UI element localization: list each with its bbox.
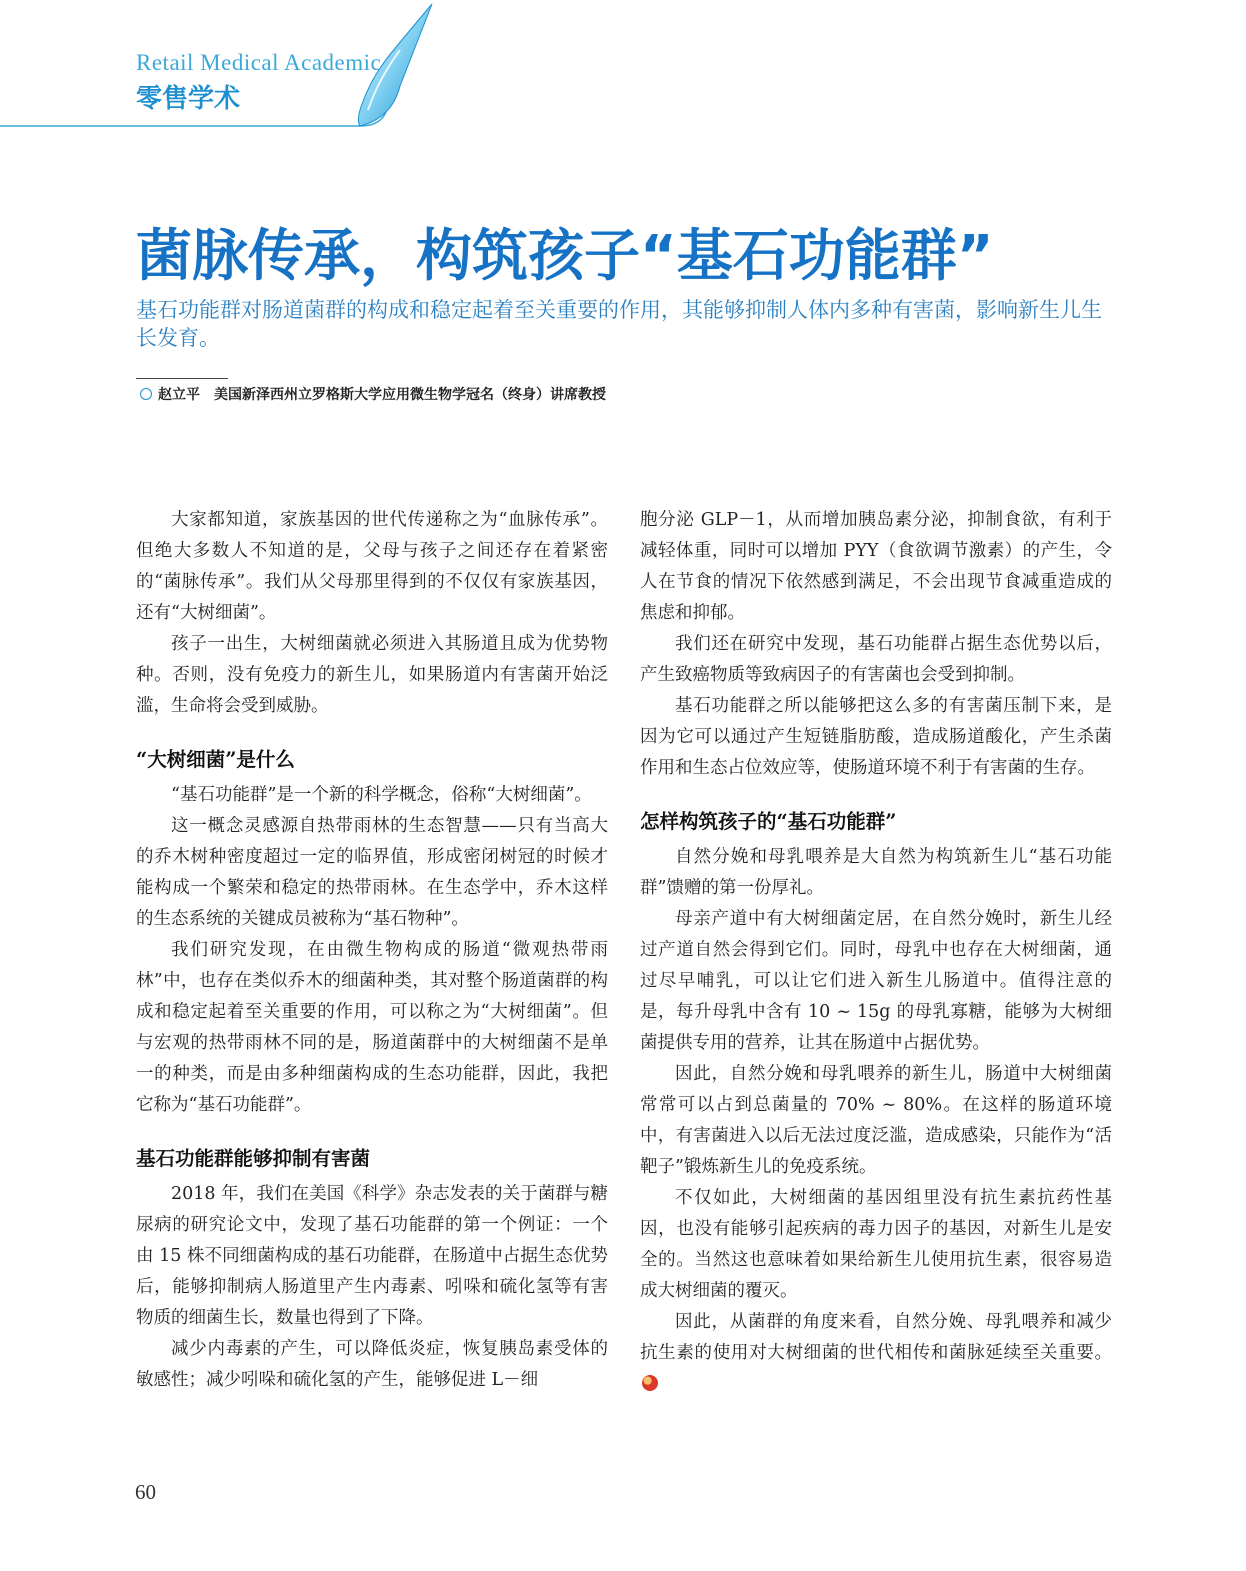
article-title: 菌脉传承，构筑孩子“基石功能群” (136, 224, 994, 289)
paragraph: 孩子一出生，大树细菌就必须进入其肠道且成为优势物种。否则，没有免疫力的新生儿，如果肠道内有害菌开始泛滥，生命将会受到威胁。 (136, 634, 608, 716)
paragraph: 2018 年，我们在美国《科学》杂志发表的关于菌群与糖尿病的研究论文中，发现了基石功能群的第一个例证：一个由 15 株不同细菌构成的基石功能群，在肠道中占据生态优势后，能够抑制病人肠道里产生内毒素、吲哚和硫化氢等有害物质的细菌生长，数量也得到了下降。 (136, 1184, 608, 1328)
paragraph: 大家都知道，家族基因的世代传递称之为“血脉传承”。但绝大多数人不知道的是，父母与孩子之间还存在着紧密的“菌脉传承”。我们从父母那里得到的不仅仅有家族基因，还有“大树细菌”。 (136, 510, 608, 623)
paragraph: 因此，自然分娩和母乳喂养的新生儿，肠道中大树细菌常常可以占到总菌量的 70% ~ 80%。在这样的肠道环境中，有害菌进入以后无法过度泛滥，造成感染，只能作为“活靶子”锻炼新生儿的免疫系统。 (640, 1064, 1112, 1177)
paragraph: “基石功能群”是一个新的科学概念，俗称“大树细菌”。 (171, 785, 592, 805)
paragraph: 我们研究发现，在由微生物构成的肠道“微观热带雨林”中，也存在类似乔木的细菌种类，其对整个肠道菌群的构成和稳定起着至关重要的作用，可以称之为“大树细菌”。但与宏观的热带雨林不同的是，肠道菌群中的大树细菌不是单一的种类，而是由多种细菌构成的生态功能群，因此，我把它称为“基石功能群”。 (136, 940, 608, 1115)
paragraph: 这一概念灵感源自热带雨林的生态智慧——只有当高大的乔木树种密度超过一定的临界值，形成密闭树冠的时候才能构成一个繁荣和稳定的热带雨林。在生态学中，乔木这样的生态系统的关键成员被称为“基石物种”。 (136, 816, 608, 929)
paragraph: 不仅如此，大树细菌的基因组里没有抗生素抗药性基因，也没有能够引起疾病的毒力因子的基因，对新生儿是安全的。当然这也意味着如果给新生儿使用抗生素，很容易造成大树细菌的覆灭。 (640, 1188, 1112, 1301)
left-column (136, 505, 608, 1396)
author-affiliation: 美国新泽西州立罗格斯大学应用微生物学冠名（终身）讲席教授 (214, 387, 606, 403)
author-name: 赵立平 (158, 387, 200, 403)
right-column (640, 505, 1112, 1400)
section-label-zh: 零售学术 (136, 84, 241, 114)
byline (140, 384, 606, 404)
paragraph: 我们还在研究中发现，基石功能群占据生态优势以后，产生致癌物质等致病因子的有害菌也会受到抑制。 (640, 634, 1112, 685)
page-header (0, 0, 1246, 140)
section-heading: 基石功能群能够抑制有害菌 (136, 1147, 371, 1170)
section-heading: 怎样构筑孩子的“基石功能群” (640, 810, 897, 833)
article-subtitle: 基石功能群对肠道菌群的构成和稳定起着至关重要的作用，其能够抑制人体内多种有害菌，影响新生儿生长发育。 (136, 298, 1102, 350)
page-number: 60 (135, 1480, 156, 1504)
paragraph: 胞分泌 GLP－1，从而增加胰岛素分泌，抑制食欲，有利于减轻体重，同时可以增加 PYY（食欲调节激素）的产生，令人在节食的情况下依然感到满足，不会出现节食减重造成的焦虑和抑郁。 (640, 510, 1112, 623)
section-heading: “大树细菌”是什么 (136, 748, 295, 771)
byline-circle-icon (140, 388, 152, 400)
paragraph: 减少内毒素的产生，可以降低炎症，恢复胰岛素受体的敏感性；减少吲哚和硫化氢的产生，能够促进 L－细 (136, 1339, 608, 1390)
paragraph: 母亲产道中有大树细菌定居，在自然分娩时，新生儿经过产道自然会得到它们。同时，母乳中也存在大树细菌，通过尽早哺乳，可以让它们进入新生儿肠道中。值得注意的是，每升母乳中含有 10 ~ 15g 的母乳寡糖，能够为大树细菌提供专用的营养，让其在肠道中占据优势。 (640, 909, 1112, 1053)
final-paragraph-text: 因此，从菌群的角度来看，自然分娩、母乳喂养和减少抗生素的使用对大树细菌的世代相传和菌脉延续至关重要。 (640, 1312, 1112, 1363)
paragraph: 基石功能群之所以能够把这么多的有害菌压制下来，是因为它可以通过产生短链脂肪酸，造成肠道酸化，产生杀菌作用和生态占位效应等，使肠道环境不利于有害菌的生存。 (640, 696, 1112, 778)
section-label-en: Retail Medical Academic (136, 50, 382, 75)
paragraph: 自然分娩和母乳喂养是大自然为构筑新生儿“基石功能群”馈赠的第一份厚礼。 (640, 847, 1112, 898)
end-mark-icon (642, 1375, 658, 1391)
paragraph-last (640, 1307, 1112, 1400)
byline-divider (136, 378, 228, 379)
